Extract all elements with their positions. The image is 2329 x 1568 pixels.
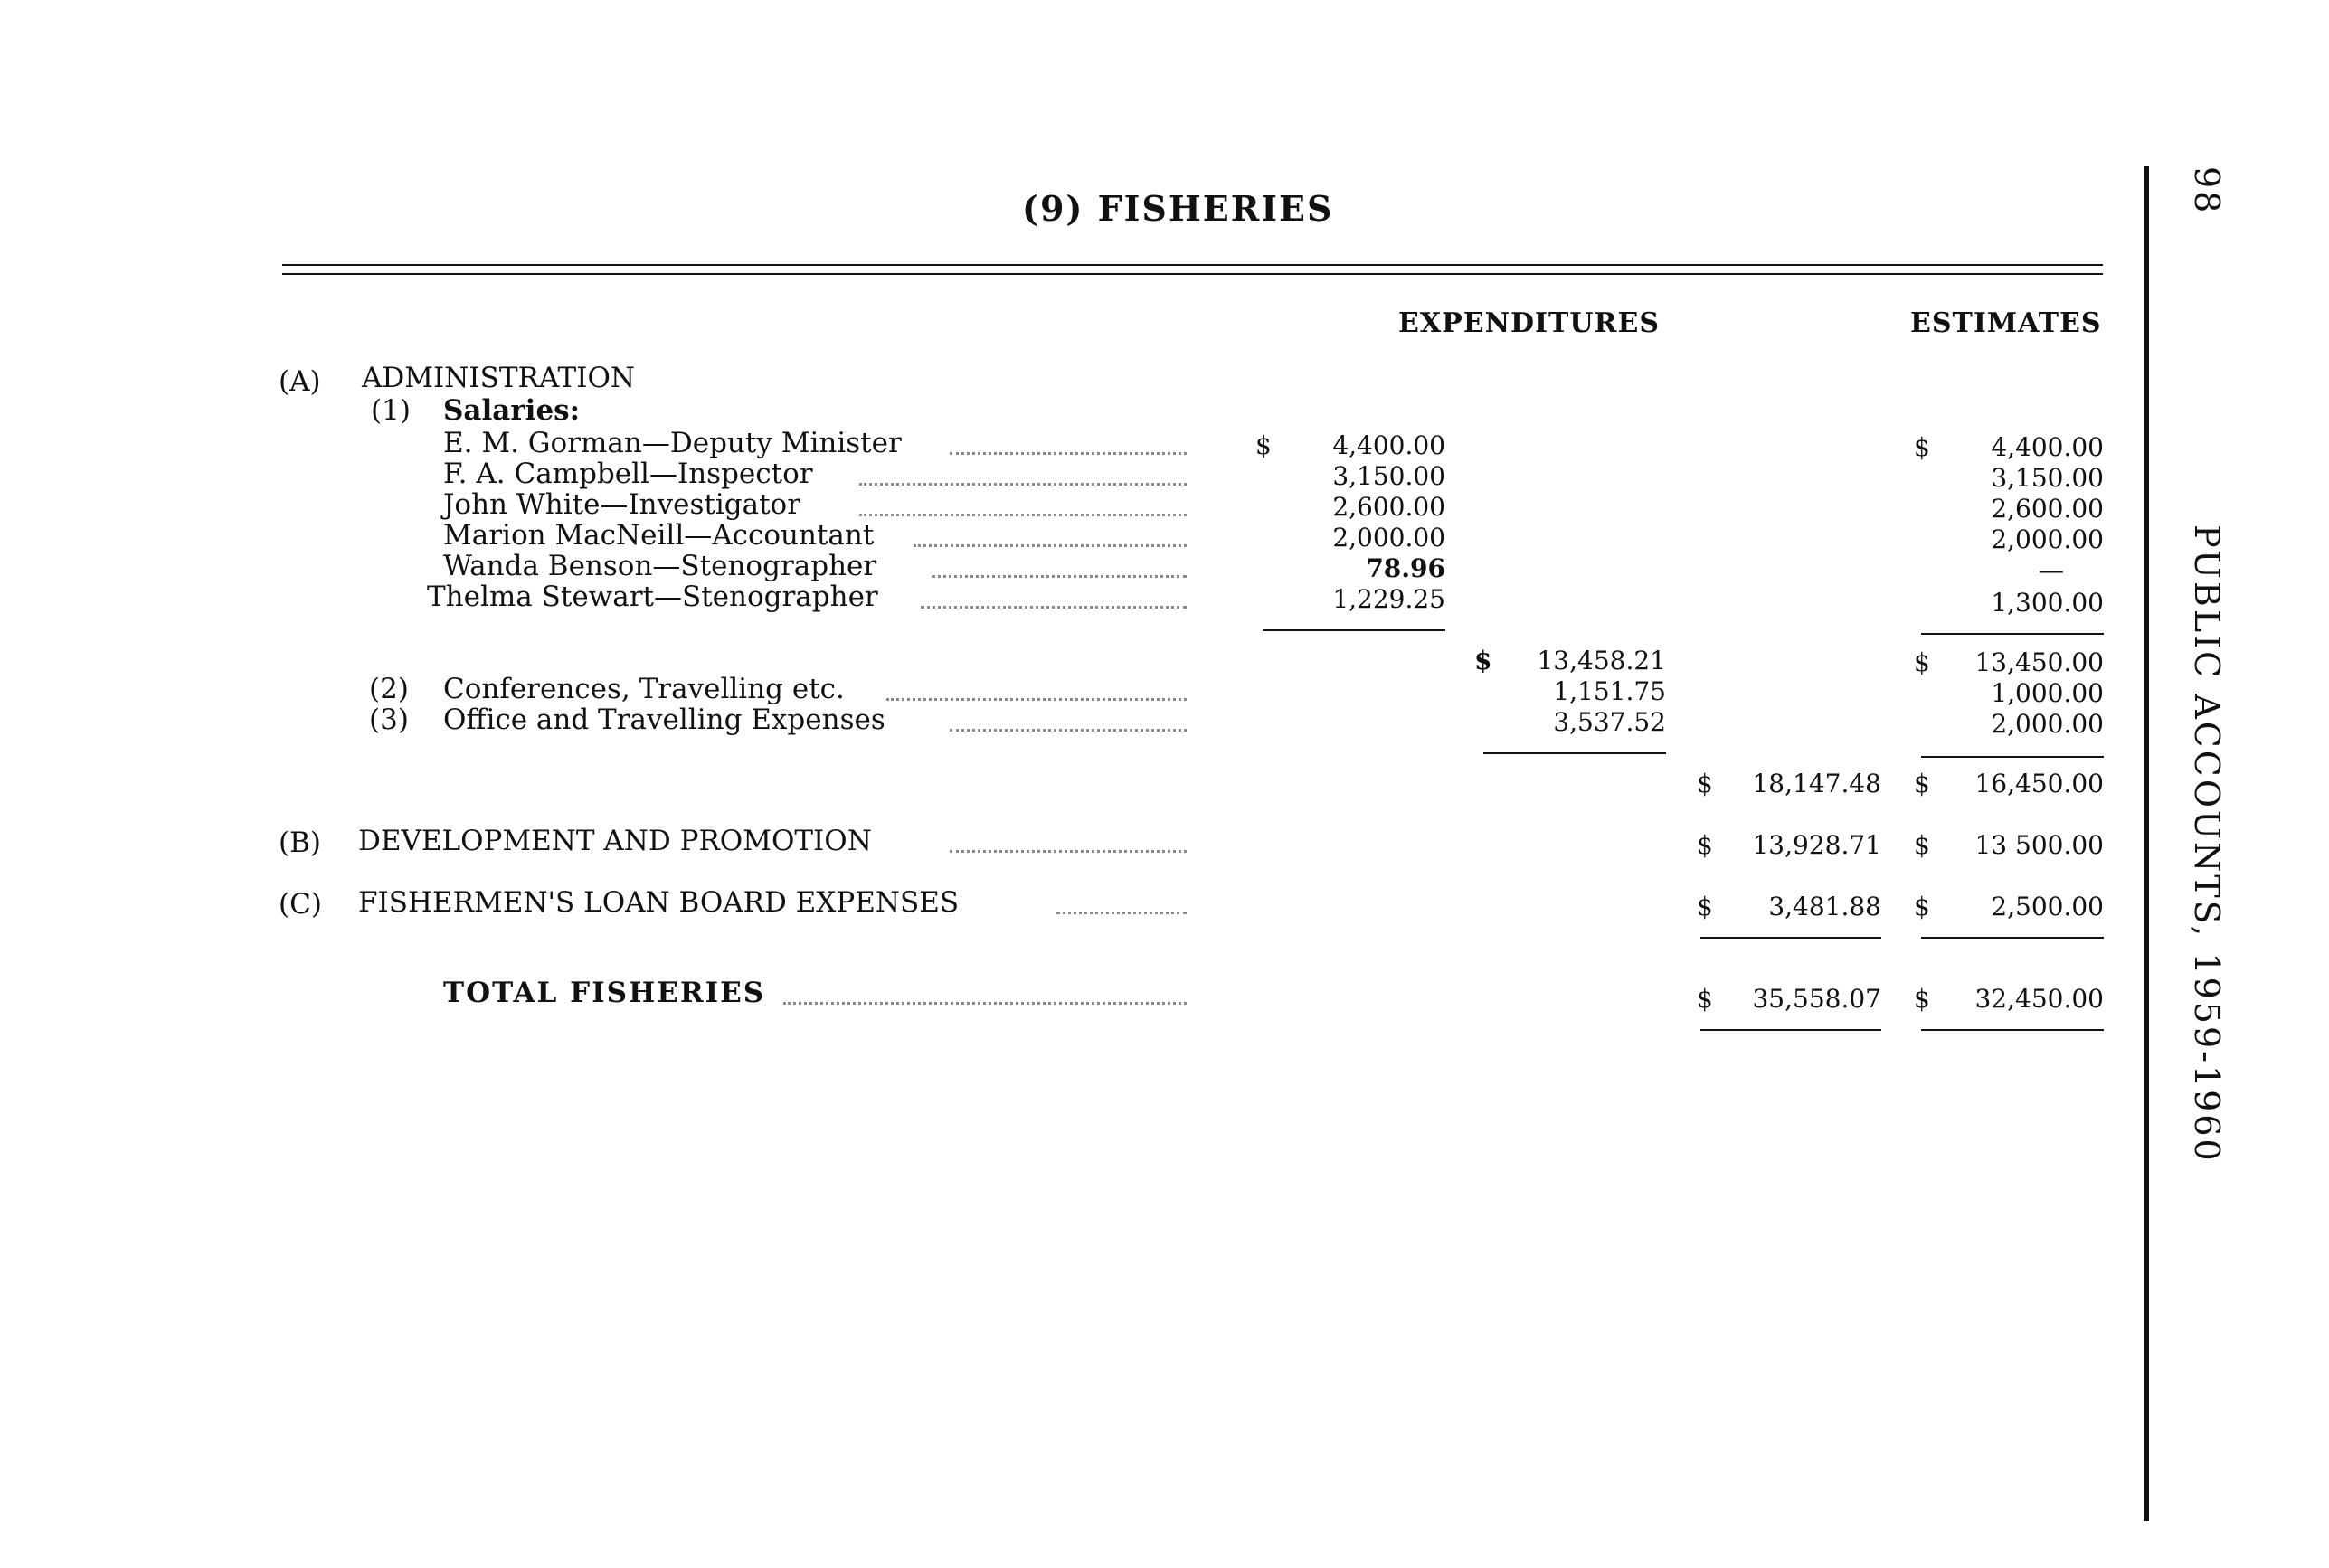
salary-estimate: 3,150.00 [1991, 463, 2104, 493]
estimates-heading: ESTIMATES [1910, 307, 2102, 339]
grand-total-estimate-rule-top [1921, 937, 2104, 939]
salaries-subtotal-dollar: $ [1474, 646, 1492, 675]
salary-estimate: 2,000.00 [1991, 524, 2104, 554]
item-marker: (3) [369, 704, 409, 736]
salary-expenditure: 2,000.00 [1332, 523, 1445, 553]
leader-dots [950, 452, 1187, 455]
salary-name: Wanda Benson—Stenographer [443, 550, 877, 582]
salary-expenditure: 3,150.00 [1332, 461, 1445, 491]
section-c-label: FISHERMEN'S LOAN BOARD EXPENSES [358, 886, 960, 919]
section-a-marker: (A) [279, 365, 321, 398]
section-c-dollar: $ [1697, 892, 1713, 921]
salaries-estimate-subtotal-dollar: $ [1914, 647, 1930, 677]
grand-total-expenditure-rule-top [1700, 937, 1881, 939]
salaries-marker: (1) [371, 394, 411, 427]
expenditures-heading: EXPENDITURES [1398, 307, 1660, 339]
page-title: (9) FISHERIES [1022, 188, 1334, 229]
salary-estimate: — [2039, 555, 2064, 585]
title-rule-top [282, 264, 2103, 266]
section-c-expenditure: 3,481.88 [1768, 892, 1881, 921]
grand-total-dollar: $ [1697, 984, 1713, 1014]
salary-estimate: 4,400.00 [1991, 432, 2104, 462]
section-b-marker: (B) [279, 827, 321, 859]
item-estimate: 2,000.00 [1991, 709, 2104, 739]
salaries-estimate-subtotal: 13,450.00 [1974, 647, 2104, 677]
page-number: 98 [2187, 166, 2227, 216]
leader-dots [886, 698, 1187, 701]
item-estimate: 1,000.00 [1991, 678, 2104, 708]
section-a-estimate-total: 16,450.00 [1974, 769, 2104, 798]
section-b-estimate: 13 500.00 [1974, 830, 2104, 860]
leader-dots [859, 483, 1187, 486]
leader-dots [1056, 912, 1187, 914]
salary-name: E. M. Gorman—Deputy Minister [443, 427, 902, 459]
item-marker: (2) [369, 673, 409, 705]
salary-name: Marion MacNeill—Accountant [443, 519, 875, 552]
section-a-label: ADMINISTRATION [362, 362, 636, 394]
section-c-estimate-dollar: $ [1914, 892, 1930, 921]
salary-expenditure: 1,229.25 [1332, 584, 1445, 614]
grand-total-expenditure-rule-bottom [1700, 1029, 1881, 1031]
grand-total-expenditure: 35,558.07 [1752, 984, 1881, 1014]
section-a-estimate-rule [1921, 756, 2104, 758]
leader-dots [921, 606, 1187, 609]
salaries-subtotal: 13,458.21 [1537, 646, 1666, 675]
grand-total-estimate-rule-bottom [1921, 1029, 2104, 1031]
section-b-expenditure: 13,928.71 [1752, 830, 1881, 860]
section-a-expenditure-rule [1483, 752, 1666, 754]
salary-expenditure: 4,400.00 [1332, 430, 1445, 460]
section-a-total-dollar: $ [1697, 769, 1713, 798]
section-b-estimate-dollar: $ [1914, 830, 1930, 860]
salary-estimate-dollar: $ [1914, 432, 1930, 462]
title-rule-bottom [282, 273, 2103, 275]
leader-dots [783, 1002, 1187, 1005]
salary-estimate: 2,600.00 [1991, 494, 2104, 524]
salary-name: John White—Investigator [443, 488, 801, 521]
grand-total-label: TOTAL FISHERIES [443, 977, 766, 1009]
item-label: Office and Travelling Expenses [443, 704, 885, 736]
margin-rule [2144, 166, 2149, 1521]
section-b-dollar: $ [1697, 830, 1713, 860]
section-b-label: DEVELOPMENT AND PROMOTION [358, 825, 872, 857]
section-a-total: 18,147.48 [1752, 769, 1881, 798]
section-c-marker: (C) [279, 888, 322, 921]
leader-dots [932, 575, 1187, 578]
running-head: PUBLIC ACCOUNTS, 1959-1960 [2187, 524, 2227, 1164]
salary-dollar: $ [1255, 430, 1272, 460]
salary-expenditure: 2,600.00 [1332, 492, 1445, 522]
salaries-expenditure-rule [1263, 629, 1445, 631]
item-expenditure: 1,151.75 [1553, 676, 1666, 706]
leader-dots [950, 729, 1187, 732]
leader-dots [950, 850, 1187, 853]
item-expenditure: 3,537.52 [1553, 707, 1666, 737]
section-a-estimate-total-dollar: $ [1914, 769, 1930, 798]
item-label: Conferences, Travelling etc. [443, 673, 845, 705]
leader-dots [859, 514, 1187, 516]
salary-name: Thelma Stewart—Stenographer [427, 581, 878, 613]
section-c-estimate: 2,500.00 [1991, 892, 2104, 921]
salary-name: F. A. Campbell—Inspector [443, 458, 813, 490]
salaries-label: Salaries: [443, 394, 581, 427]
grand-total-estimate-dollar: $ [1914, 984, 1930, 1014]
grand-total-estimate: 32,450.00 [1974, 984, 2104, 1014]
salaries-estimate-rule [1921, 633, 2104, 635]
leader-dots [914, 544, 1187, 547]
salary-expenditure: 78.96 [1366, 553, 1445, 583]
salary-estimate: 1,300.00 [1991, 588, 2104, 618]
